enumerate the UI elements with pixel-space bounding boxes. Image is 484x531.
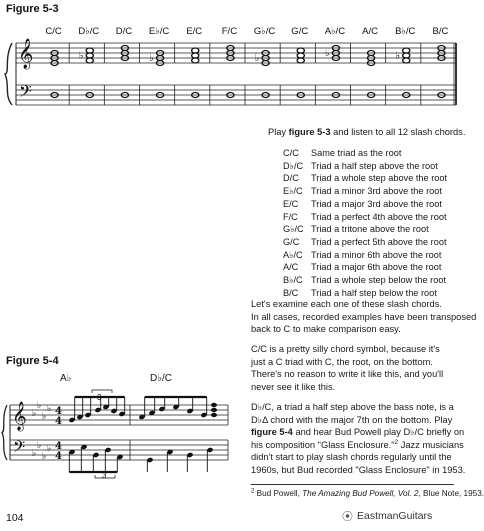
time-signature-digit: 4 xyxy=(55,441,62,452)
whole-note xyxy=(297,48,304,53)
whole-note xyxy=(297,53,304,58)
chord-symbol: B♭/C xyxy=(283,275,303,286)
wechat-icon: ⦿ xyxy=(342,511,353,523)
chord-name: G♭/C xyxy=(253,26,276,37)
whole-note xyxy=(403,53,410,58)
key-signature-flat: ♭ xyxy=(47,404,52,414)
slash-chord-table xyxy=(283,147,447,299)
key-signature-flat: ♭ xyxy=(47,444,52,454)
chord-name: B/C xyxy=(432,26,449,37)
chord-table-row xyxy=(283,223,447,236)
chord-symbol: B/C xyxy=(283,287,299,298)
figure-5-3-grand-staff xyxy=(0,0,464,135)
whole-note xyxy=(192,58,199,63)
flat-accidental: ♭ xyxy=(149,53,154,64)
chord-table-row xyxy=(283,198,447,211)
treble-clef: 𝄞 xyxy=(18,39,34,69)
key-signature-flat: ♭ xyxy=(37,441,42,451)
key-signature-flat: ♭ xyxy=(32,449,37,459)
chord-symbol: G♭/C xyxy=(283,224,304,235)
whole-note xyxy=(192,53,199,58)
chord-name: G/C xyxy=(291,26,309,37)
chord-symbol: E♭/C xyxy=(283,186,303,197)
figure-5-4-chord-db-over-c: D♭/C xyxy=(150,373,172,384)
triplet-mark-upper: 3 xyxy=(97,393,102,402)
chord-name: F/C xyxy=(221,26,238,37)
chord-symbol: C/C xyxy=(283,148,299,158)
chord-description: Triad a perfect 5th above the root xyxy=(311,236,447,247)
triplet-bracket xyxy=(92,390,112,393)
grand-staff-brace xyxy=(5,43,12,105)
chord-symbol: E/C xyxy=(283,198,299,209)
figure-5-4-label: Figure 5-4 xyxy=(6,355,59,367)
chord-description: Triad a major 3rd above the root xyxy=(311,198,442,209)
key-signature-flat: ♭ xyxy=(32,409,37,419)
figure-5-4-chord-ab: A♭ xyxy=(60,373,72,384)
flat-accidental: ♭ xyxy=(324,48,330,59)
chord-name: D/C xyxy=(115,26,133,37)
time-signature-digit: 4 xyxy=(55,406,62,417)
chord-description: Triad a tritone above the root xyxy=(311,224,429,235)
chord-symbol: D♭/C xyxy=(283,160,304,171)
page-number: 104 xyxy=(6,512,24,524)
chord-description: Triad a whole step above the root xyxy=(311,173,448,184)
chord-symbol: G/C xyxy=(283,236,300,247)
chord-description: Triad a major 6th above the root xyxy=(311,262,442,273)
figure-5-3-label: Figure 5-3 xyxy=(6,3,59,15)
chord-name: D♭/C xyxy=(78,26,100,37)
time-signature-digit: 4 xyxy=(55,416,62,427)
whole-note xyxy=(403,58,410,63)
chord-description: Triad a minor 3rd above the root xyxy=(311,186,442,197)
chord-note-head xyxy=(211,403,217,407)
chord-table-row xyxy=(283,185,447,198)
chord-table-row xyxy=(283,147,447,160)
intro-sentence: Play figure 5-3 and listen to all 12 slash chords. xyxy=(268,127,466,137)
chord-symbol: A/C xyxy=(283,262,299,273)
chord-description: Same triad as the root xyxy=(311,148,402,158)
whole-note xyxy=(297,58,304,63)
footnote: $^2$ Bud Powell, The Amazing Bud Powell, Vol. 2, Blue Note, 1953. xyxy=(251,488,484,498)
whole-note xyxy=(86,53,93,58)
chord-description: Triad a minor 6th above the root xyxy=(311,249,442,260)
triplet-mark-lower: 3 xyxy=(102,471,107,480)
chord-table-row xyxy=(283,211,447,224)
time-signature-digit: 4 xyxy=(55,451,62,462)
figure-5-4-grand-staff xyxy=(0,370,250,485)
chord-description: Triad a half step below the root xyxy=(311,287,437,298)
chord-table-row xyxy=(283,236,447,249)
chord-note-head xyxy=(211,408,217,412)
chord-name: A♭/C xyxy=(324,26,346,37)
bass-clef: 𝄢 xyxy=(13,438,26,460)
chord-table-row xyxy=(283,274,447,287)
flat-accidental: ♭ xyxy=(78,50,84,62)
chord-description: Triad a whole step below the root xyxy=(311,275,446,286)
whole-note xyxy=(86,48,93,53)
grand-staff-brace xyxy=(2,405,7,460)
whole-note xyxy=(86,58,93,63)
treble-clef: 𝄞 xyxy=(12,401,27,430)
key-signature-flat: ♭ xyxy=(37,401,42,411)
flat-accidental: ♭ xyxy=(395,50,400,62)
watermark-text: EastmanGuitars xyxy=(357,510,433,522)
chord-name: B♭/C xyxy=(395,26,416,37)
paragraph-c-over-c: C/C is a pretty silly chord symbol, because it's just a C triad with C, the root, on the bottom. There's no reason to write it like this, and you'll never see it like this. xyxy=(251,344,444,392)
chord-note-head xyxy=(211,413,217,417)
whole-note xyxy=(403,48,410,53)
chord-symbol: D/C xyxy=(283,173,299,184)
chord-name: C/C xyxy=(45,26,62,37)
chord-table-row xyxy=(283,172,447,185)
watermark xyxy=(342,508,432,524)
paragraph-db-over-c: D♭/C, a triad a half step above the bass note, is a D♭Δ chord with the major 7th on the bottom. Play figure 5-4 and hear Bud Powell play D♭/C briefly on his composition "Glass Enclosure."$^2$ Jazz musicians didn't start to play slash chords regularly until the 1960s, but Bud recorded "Glass Enclosure" in 1953. xyxy=(251,402,466,475)
chord-table-row xyxy=(283,249,447,262)
bass-clef: 𝄢 xyxy=(19,81,32,105)
chord-symbol: A♭/C xyxy=(283,249,303,260)
chord-name: E/C xyxy=(186,26,203,37)
whole-note xyxy=(192,48,199,53)
chord-name: E♭/C xyxy=(148,26,170,37)
paragraph-examine: Let's examine each one of these slash chords. In all cases, recorded examples have been transposed back to C to make comparison easy. xyxy=(251,299,477,335)
chord-table-row xyxy=(283,261,447,274)
footnote-rule xyxy=(251,484,454,485)
chord-description: Triad a half step above the root xyxy=(311,160,438,171)
chord-description: Triad a perfect 4th above the root xyxy=(311,211,447,222)
key-signature-flat: ♭ xyxy=(42,452,47,462)
flat-accidental: ♭ xyxy=(254,53,260,64)
chord-name: A/C xyxy=(362,26,378,37)
chord-symbol: F/C xyxy=(283,211,298,222)
key-signature-flat: ♭ xyxy=(42,412,47,422)
chord-table-row xyxy=(283,160,447,173)
